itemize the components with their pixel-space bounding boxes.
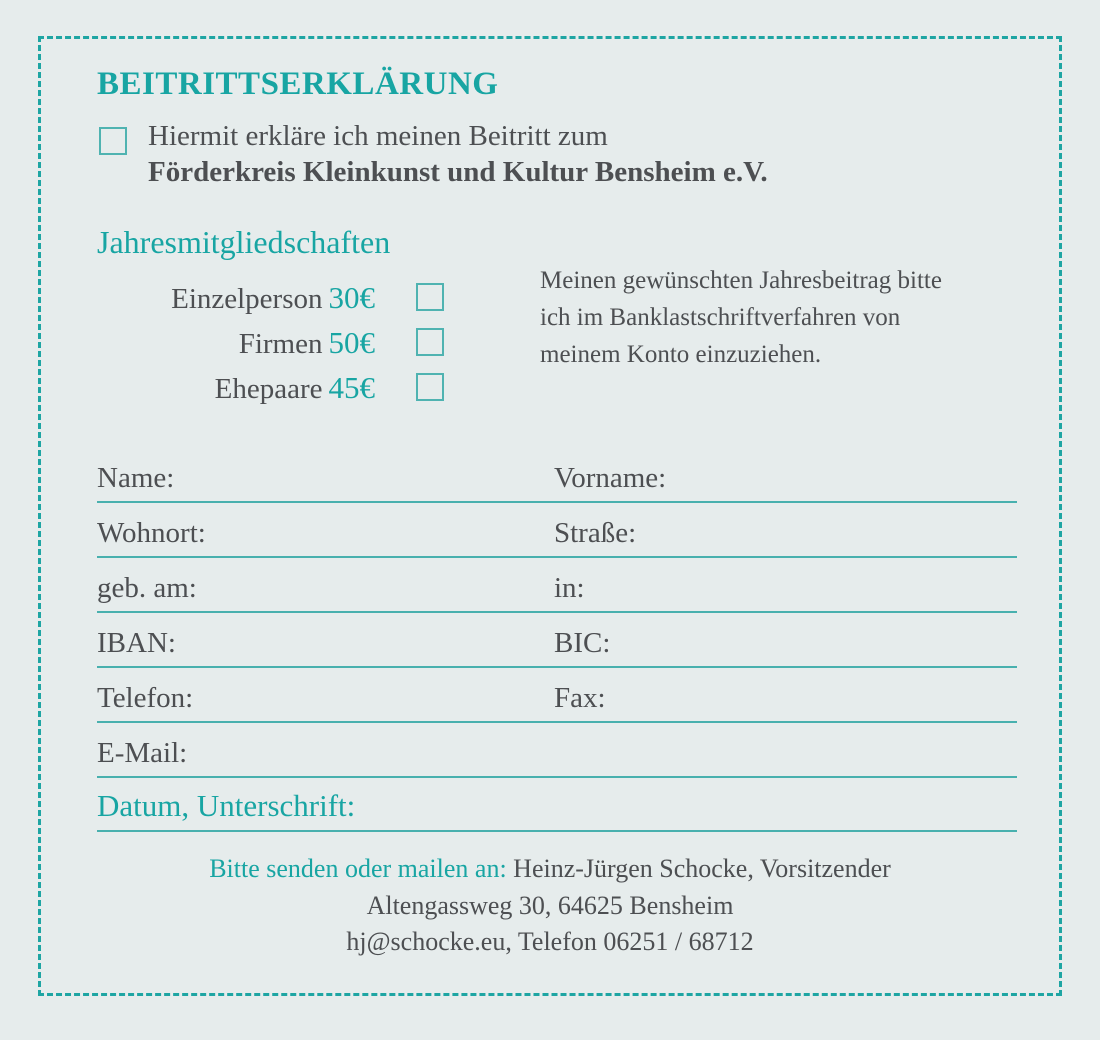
note-line: Meinen gewünschten Jahresbeitrag bitte xyxy=(540,267,942,294)
join-statement: Hiermit erkläre ich meinen Beitritt zum xyxy=(148,120,608,152)
field-underline xyxy=(97,721,1017,723)
direct-debit-note xyxy=(540,262,1040,373)
footer-email-phone: hj@schocke.eu, Telefon 06251 / 68712 xyxy=(346,927,754,956)
vorname-field-label[interactable]: Vorname: xyxy=(554,462,667,494)
membership-checkbox-couple[interactable] xyxy=(416,373,444,401)
fax-field-label[interactable]: Fax: xyxy=(554,682,606,714)
membership-checkbox-single[interactable] xyxy=(416,283,444,311)
field-underline xyxy=(97,501,1017,503)
membership-option-company xyxy=(239,325,375,361)
strasse-field-label[interactable]: Straße: xyxy=(554,517,637,549)
organization-name: Förderkreis Kleinkunst und Kultur Bensheim e.V. xyxy=(148,156,768,188)
membership-price: 30€ xyxy=(328,280,375,315)
membership-checkbox-company[interactable] xyxy=(416,328,444,356)
iban-field-label[interactable]: IBAN: xyxy=(97,627,176,659)
membership-option-single xyxy=(171,280,375,316)
email-field-label[interactable]: E-Mail: xyxy=(97,737,188,769)
field-underline xyxy=(97,611,1017,613)
footer-address: Altengassweg 30, 64625 Bensheim xyxy=(366,891,734,920)
field-underline xyxy=(97,830,1017,832)
membership-label: Ehepaare xyxy=(214,373,323,405)
footer-contact: Heinz-Jürgen Schocke, Vorsitzender xyxy=(506,854,891,883)
name-field-label[interactable]: Name: xyxy=(97,462,175,494)
membership-price: 50€ xyxy=(328,325,375,360)
note-line: ich im Banklastschriftverfahren von xyxy=(540,304,901,331)
membership-option-couple xyxy=(215,370,375,406)
memberships-heading: Jahresmitgliedschaften xyxy=(97,224,391,260)
field-underline xyxy=(97,776,1017,778)
telefon-field-label[interactable]: Telefon: xyxy=(97,682,194,714)
bic-field-label[interactable]: BIC: xyxy=(554,627,611,659)
membership-price: 45€ xyxy=(328,370,375,405)
join-checkbox[interactable] xyxy=(99,127,127,155)
signature-field-label[interactable]: Datum, Unterschrift: xyxy=(97,788,356,823)
form-title: BEITRITTSERKLÄRUNG xyxy=(97,66,499,102)
footer-prompt: Bitte senden oder mailen an: xyxy=(209,854,507,883)
wohnort-field-label[interactable]: Wohnort: xyxy=(97,517,206,549)
birthplace-field-label[interactable]: in: xyxy=(554,572,585,604)
note-line: meinem Konto einzuziehen. xyxy=(540,341,822,368)
footer-contact-line xyxy=(0,854,1100,884)
membership-label: Firmen xyxy=(238,328,323,360)
birthdate-field-label[interactable]: geb. am: xyxy=(97,572,197,604)
field-underline xyxy=(97,666,1017,668)
field-underline xyxy=(97,556,1017,558)
membership-label: Einzelperson xyxy=(171,283,323,315)
